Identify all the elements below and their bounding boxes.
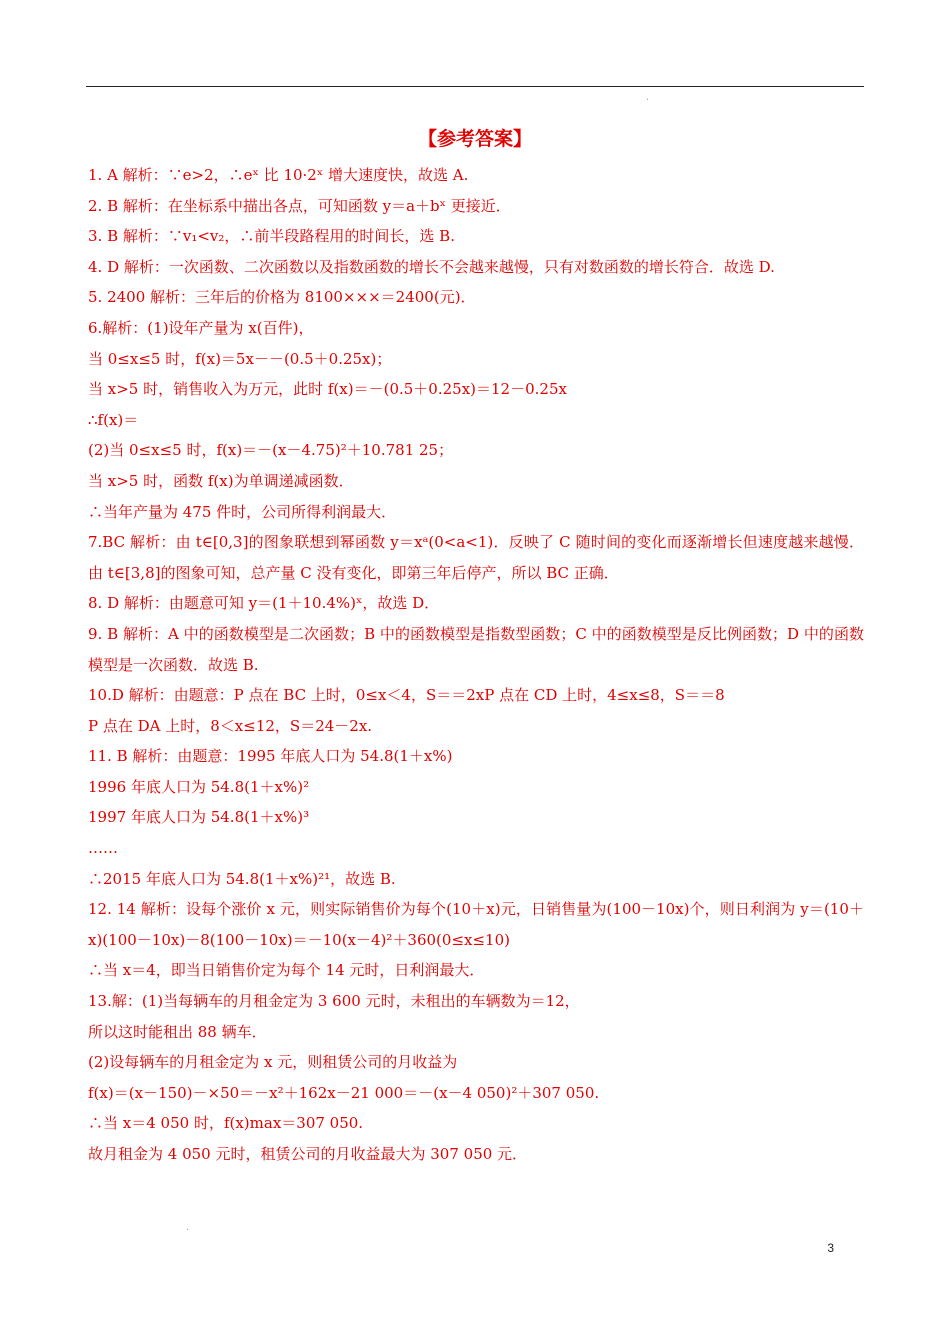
answer-line: 13.解：(1)当每辆车的月租金定为 3 600 元时，未租出的车辆数为＝12， [88,992,580,1011]
answer-title: 【参考答案】 [417,128,532,150]
answer-line: 2. B 解析：在坐标系中描出各点，可知函数 y＝a＋bˣ 更接近． [88,196,511,215]
answer-line: 1996 年底人口为 54.8(1＋x%)² [88,777,310,796]
answer-line: 4. D 解析：一次函数、二次函数以及指数函数的增长不会越来越慢，只有对数函数的增长符合．故选 D. [88,257,775,276]
footer-dot: . [186,1222,190,1233]
answer-line: (2)当 0≤x≤5 时，f(x)＝－(x－4.75)²＋10.781 25； [88,441,454,460]
answer-line: ∴2015 年底人口为 54.8(1＋x%)²¹，故选 B. [88,869,396,888]
answer-line: 10.D 解析：由题意：P 点在 BC 上时，0≤x＜4，S＝＝2xP 点在 CD 上时，4≤x≤8，S＝＝8 [88,686,725,705]
answer-line: ∴当 x＝4 050 时，f(x)max＝307 050. [88,1114,364,1133]
answer-line: ∴f(x)＝ [88,410,139,429]
answer-line: ∴当 x＝4，即当日销售价定为每个 14 元时，日利润最大． [88,961,485,980]
answer-paragraph: 9. B 解析：A 中的函数模型是二次函数；B 中的函数模型是指数型函数；C 中的函数模型是反比例函数；D 中的函数模型是一次函数．故选 B. [88,624,864,674]
answer-line: 8. D 解析：由题意可知 y＝(1＋10.4%)ˣ，故选 D． [88,594,440,613]
answer-paragraph: 12. 14 解析：设每个涨价 x 元，则实际销售价为每个(10＋x)元，日销售量为(100－10x)个，则日利润为 y＝(10＋x)(100－10x)－8(100－10x)＝－10(x－4)²＋360(0≤x≤10) [88,900,864,949]
answer-line: 1. A 解析：∵e>2，∴eˣ 比 10·2ˣ 增大速度快，故选 A. [88,166,469,184]
answer-line: 所以这时能租出 88 辆车． [88,1022,267,1041]
answer-line: 当 x>5 时，销售收入为万元，此时 f(x)＝－(0.5＋0.25x)＝12－0.25x [88,380,567,399]
answer-line: 5. 2400 解析：三年后的价格为 8100×××＝2400(元)． [88,288,476,307]
answer-line: 1997 年底人口为 54.8(1＋x%)³ [88,808,310,827]
answer-paragraph: 7.BC 解析：由 t∈[0,3]的图象联想到幂函数 y＝xᵃ(0<a<1)．反映了 C 随时间的变化而逐渐增长但速度越来越慢．由 t∈[3,8]的图象可知，总产量 C 没有变化，即第三年后停产，所以 BC 正确． [88,533,864,582]
answer-line: 当 0≤x≤5 时，f(x)＝5x－－(0.5＋0.25x)； [88,349,392,368]
answer-line: (2)设每辆车的月租金定为 x 元，则租赁公司的月收益为 [88,1053,458,1072]
answer-line: 11. B 解析：由题意：1995 年底人口为 54.8(1＋x%) [88,747,453,766]
answer-line: 3. B 解析：∵v₁<v₂，∴前半段路程用的时间长，选 B. [88,227,455,246]
answer-line: 当 x>5 时，函数 f(x)为单调递减函数． [88,471,354,490]
header-dot: . [646,92,650,103]
answer-line: ∴当年产量为 475 件时，公司所得利润最大． [88,502,397,521]
page-number: 3 [827,1241,834,1255]
answer-line: 6.解析：(1)设年产量为 x(百件)， [88,318,314,337]
answer-line: …… [88,839,118,858]
answer-line: 故月租金为 4 050 元时，租赁公司的月收益最大为 307 050 元． [88,1145,528,1163]
header-rule [86,86,864,87]
answer-line: f(x)＝(x－150)－×50＝－x²＋162x－21 000＝－(x－4 050)²＋307 050. [88,1083,600,1102]
answer-body [88,160,864,1170]
answer-line: P 点在 DA 上时，8＜x≤12，S＝24－2x. [88,716,373,735]
